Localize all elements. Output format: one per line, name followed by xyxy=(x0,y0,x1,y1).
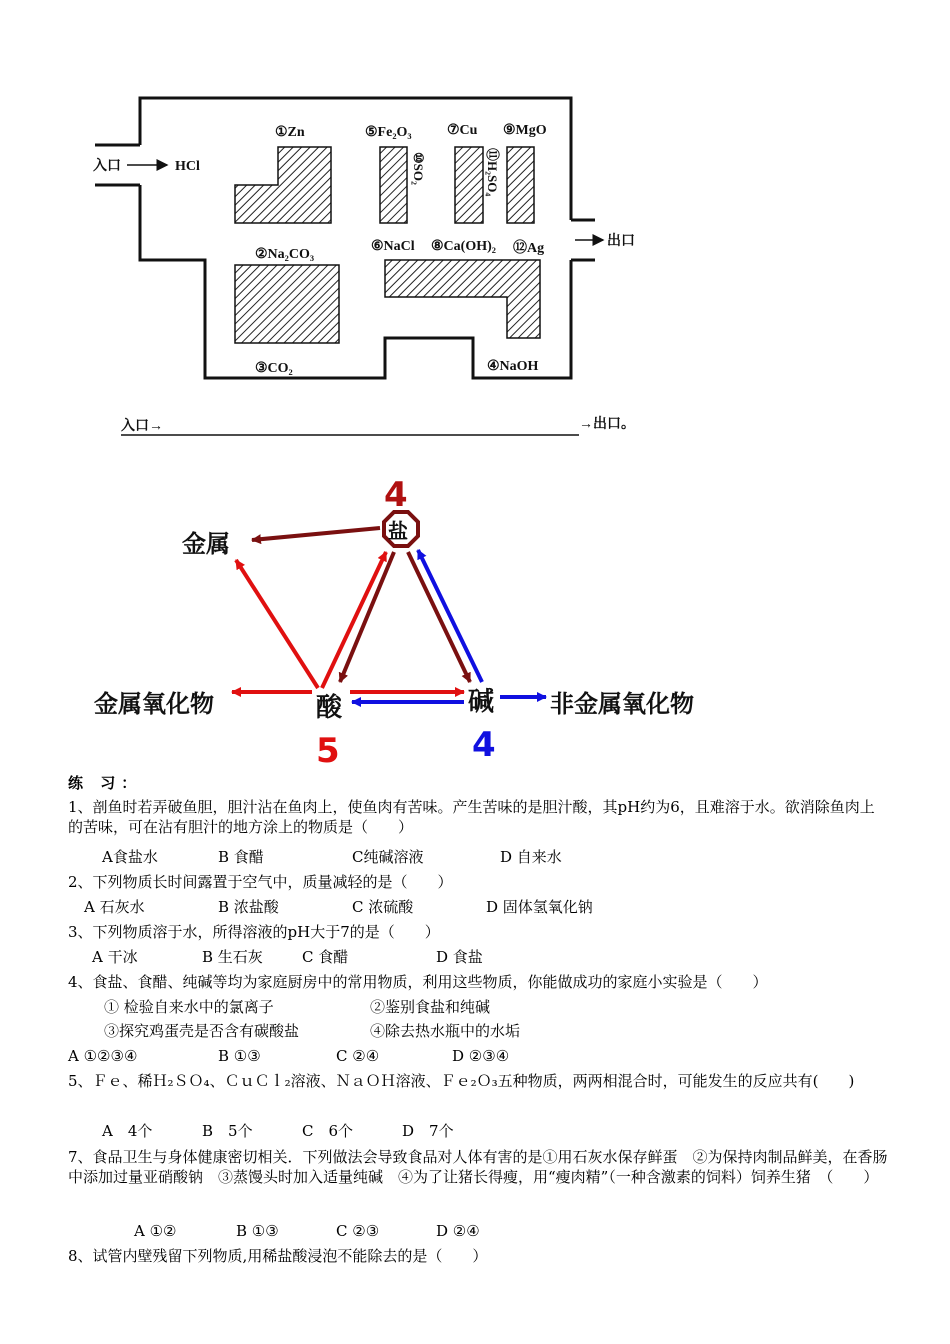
wall-zn xyxy=(235,147,331,223)
label-cu: ⑦Cu xyxy=(447,123,478,138)
q1-option-a: A食盐水 xyxy=(102,848,158,866)
question-7: 7、食品卫生与身体健康密切相关．下列做法会导致食品对人体有害的是①用石灰水保存鲜蛋 ②为保持肉制品鲜美，在香肠中添加过量亚硝酸钠 ③蒸馒头时加入适量纯碱 ④为了让猪长得瘦，用“瘦肉精”（一种含激素的饲料）饲养生猪 （ ） xyxy=(68,1148,888,1186)
maze-entry-label: 入口 xyxy=(93,159,121,174)
label-na2co3: ②Na₂CO₃ xyxy=(255,247,315,262)
q4-option-d: D ②③④ xyxy=(452,1047,510,1065)
nonmetal-oxide-label: 非金属氧化物 xyxy=(550,690,694,718)
q4-item-1: ① 检验自来水中的氯离子 xyxy=(104,998,274,1016)
q4-option-c: C ②④ xyxy=(336,1047,380,1065)
wall-cu xyxy=(455,147,483,223)
q7-option-d: D ②④ xyxy=(436,1222,480,1240)
q4-item-3: ③探究鸡蛋壳是否含有碳酸盐 xyxy=(104,1022,300,1040)
q4-item-4: ④除去热水瓶中的水垢 xyxy=(370,1022,521,1040)
q7-option-b: B ①③ xyxy=(236,1222,279,1240)
q2-option-a: A 石灰水 xyxy=(84,898,145,916)
base-count: 4 xyxy=(472,725,496,765)
label-h2so4: ⑪H₂SO₄ xyxy=(485,148,500,197)
label-naoh: ④NaOH xyxy=(487,359,539,374)
wall-naoh xyxy=(385,260,540,338)
question-3: 3、下列物质溶于水，所得溶液的pH大于7的是（ ） xyxy=(68,923,440,941)
reaction-triangle-diagram xyxy=(80,470,740,770)
q4-item-2: ②鉴别食盐和纯碱 xyxy=(370,998,491,1016)
q3-option-b: B 生石灰 xyxy=(202,948,263,966)
maze-diagram xyxy=(93,90,635,450)
wall-na2co3 xyxy=(235,265,339,343)
wall-mgo xyxy=(507,147,534,223)
label-nacl: ⑥NaCl xyxy=(371,239,415,254)
question-1: 1、剖鱼时若弄破鱼胆，胆汁沾在鱼肉上，使鱼肉有苦味。产生苦味的是胆汁酸，其pH约为6，且难溶于水。欲消除鱼肉上的苦味，可在沾有胆汁的地方涂上的物质是（ ） xyxy=(68,798,875,836)
q5-option-a: A 4个 xyxy=(102,1122,153,1140)
q2-option-d: D 固体氢氧化钠 xyxy=(486,898,593,916)
maze-exit-label: 出口 xyxy=(607,234,635,249)
label-so2: ⑩SO₂ xyxy=(411,152,426,185)
q5-option-b: B 5个 xyxy=(202,1122,253,1140)
question-2: 2、下列物质长时间露置于空气中，质量减轻的是（ ） xyxy=(68,873,453,891)
q4-option-a: A ①②③④ xyxy=(68,1047,138,1065)
wall-fe2o3 xyxy=(380,147,407,223)
answer-exit-label: →出口。 xyxy=(579,417,635,432)
q1-option-c: C纯碱溶液 xyxy=(352,848,424,866)
label-ag: ⑫Ag xyxy=(513,241,545,256)
salt-count: 4 xyxy=(384,475,408,515)
q5-option-d: D 7个 xyxy=(402,1122,454,1140)
label-caoh2: ⑧Ca(OH)₂ xyxy=(431,239,496,254)
label-fe2o3: ⑤Fe₂O₃ xyxy=(365,125,412,140)
question-4: 4、食盐、食醋、纯碱等均为家庭厨房中的常用物质，利用这些物质，你能做成功的家庭小实验是（ ） xyxy=(68,973,768,991)
q1-option-b: B 食醋 xyxy=(218,848,264,866)
q2-option-b: B 浓盐酸 xyxy=(218,898,279,916)
label-mgo: ⑨MgO xyxy=(503,123,547,138)
label-co2: ③CO₂ xyxy=(255,361,293,376)
q2-option-c: C 浓硫酸 xyxy=(352,898,414,916)
q3-option-d: D 食盐 xyxy=(436,948,483,966)
q7-option-c: C ②③ xyxy=(336,1222,380,1240)
q4-option-b: B ①③ xyxy=(218,1047,261,1065)
maze-acid-label: HCl xyxy=(175,159,200,174)
exercise-title: 练 习： xyxy=(68,774,143,792)
answer-entry-label: 入口→ xyxy=(121,419,163,434)
q3-option-c: C 食醋 xyxy=(302,948,349,966)
q5-option-c: C 6个 xyxy=(302,1122,354,1140)
salt-label: 盐 xyxy=(388,519,408,543)
q7-option-a: A ①② xyxy=(134,1222,177,1240)
q1-option-d: D 自来水 xyxy=(500,848,562,866)
question-8: 8、试管内壁残留下列物质,用稀盐酸浸泡不能除去的是（ ） xyxy=(68,1247,488,1265)
base-label: 碱 xyxy=(468,687,495,717)
question-5: 5、Ｆｅ、稀Ｈ₂ＳＯ₄、ＣｕＣｌ₂溶液、ＮａＯＨ溶液、Ｆｅ₂Ｏ₃五种物质，两两相混合时，可能发生的反应共有( ) xyxy=(68,1072,855,1090)
acid-label: 酸 xyxy=(316,693,343,723)
metal-oxide-label: 金属氧化物 xyxy=(94,690,214,718)
acid-count: 5 xyxy=(316,731,340,771)
label-zn: ①Zn xyxy=(275,125,305,140)
metal-label: 金属 xyxy=(182,530,230,558)
q3-option-a: A 干冰 xyxy=(92,948,138,966)
